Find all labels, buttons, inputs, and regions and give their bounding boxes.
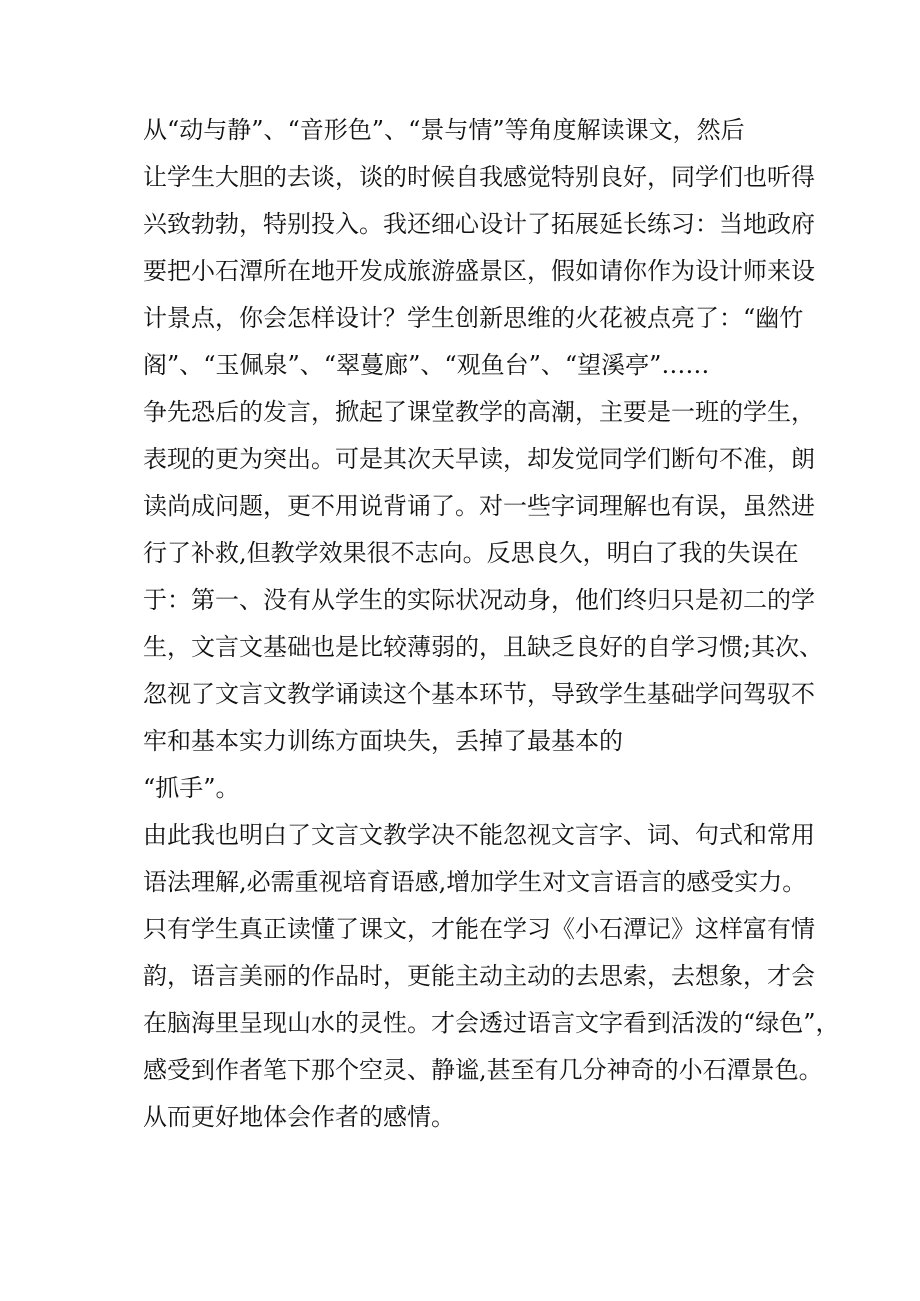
text-line-2: 让学生大胆的去谈，谈的时候自我感觉特别良好，同学们也听得 — [143, 163, 815, 191]
text-line-18: 只有学生真正读懂了课文，才能在学习《小石潭记》这样富有情 — [143, 915, 815, 943]
text-line-22: 从而更好地体会作者的感情。 — [143, 1103, 455, 1131]
text-line-1: 从“动与静”、“音形色”、“景与情”等角度解读课文，然后 — [143, 116, 745, 144]
text-line-14: 牢和基本实力训练方面块失，丢掉了最基本的 — [143, 727, 623, 755]
text-line-21: 感受到作者笔下那个空灵、静谧,甚至有几分神奇的小石潭景色。 — [143, 1056, 823, 1084]
text-line-3: 兴致勃勃，特别投入。我还细心设计了拓展延长练习：当地政府 — [143, 210, 815, 238]
text-line-13: 忽视了文言文教学诵读这个基本环节，导致学生基础学问驾驭不 — [143, 680, 815, 708]
text-line-11: 于：第一、没有从学生的实际状况动身，他们终归只是初二的学 — [143, 586, 815, 614]
text-line-20: 在脑海里呈现山水的灵性。才会透过语言文字看到活泼的“绿色”， — [143, 1009, 840, 1037]
text-line-7: 争先恐后的发言，掀起了课堂教学的高潮，主要是一班的学生， — [143, 398, 815, 426]
text-line-15: “抓手”。 — [143, 774, 240, 802]
text-line-5: 计景点，你会怎样设计？学生创新思维的火花被点亮了：“幽竹 — [143, 304, 804, 332]
text-line-17: 语法理解,必需重视培育语感,增加学生对文言语言的感受实力。 — [143, 868, 807, 896]
text-line-6: 阁”、“玉佩泉”、“翠蔓廊”、“观鱼台”、“望溪亭”…… — [143, 351, 710, 379]
text-line-9: 读尚成问题，更不用说背诵了。对一些字词理解也有误，虽然进 — [143, 492, 815, 520]
text-line-4: 要把小石潭所在地开发成旅游盛景区，假如请你作为设计师来设 — [143, 257, 815, 285]
text-line-10: 行了补救,但教学效果很不志向。反思良久，明白了我的失误在 — [143, 539, 799, 567]
text-line-12: 生，文言文基础也是比较薄弱的，且缺乏良好的自学习惯;其次、 — [143, 633, 824, 661]
text-line-16: 由此我也明白了文言文教学决不能忽视文言字、词、句式和常用 — [143, 821, 815, 849]
text-line-8: 表现的更为突出。可是其次天早读，却发觉同学们断句不准，朗 — [143, 445, 815, 473]
text-line-19: 韵，语言美丽的作品时，更能主动主动的去思索，去想象，才会 — [143, 962, 815, 990]
